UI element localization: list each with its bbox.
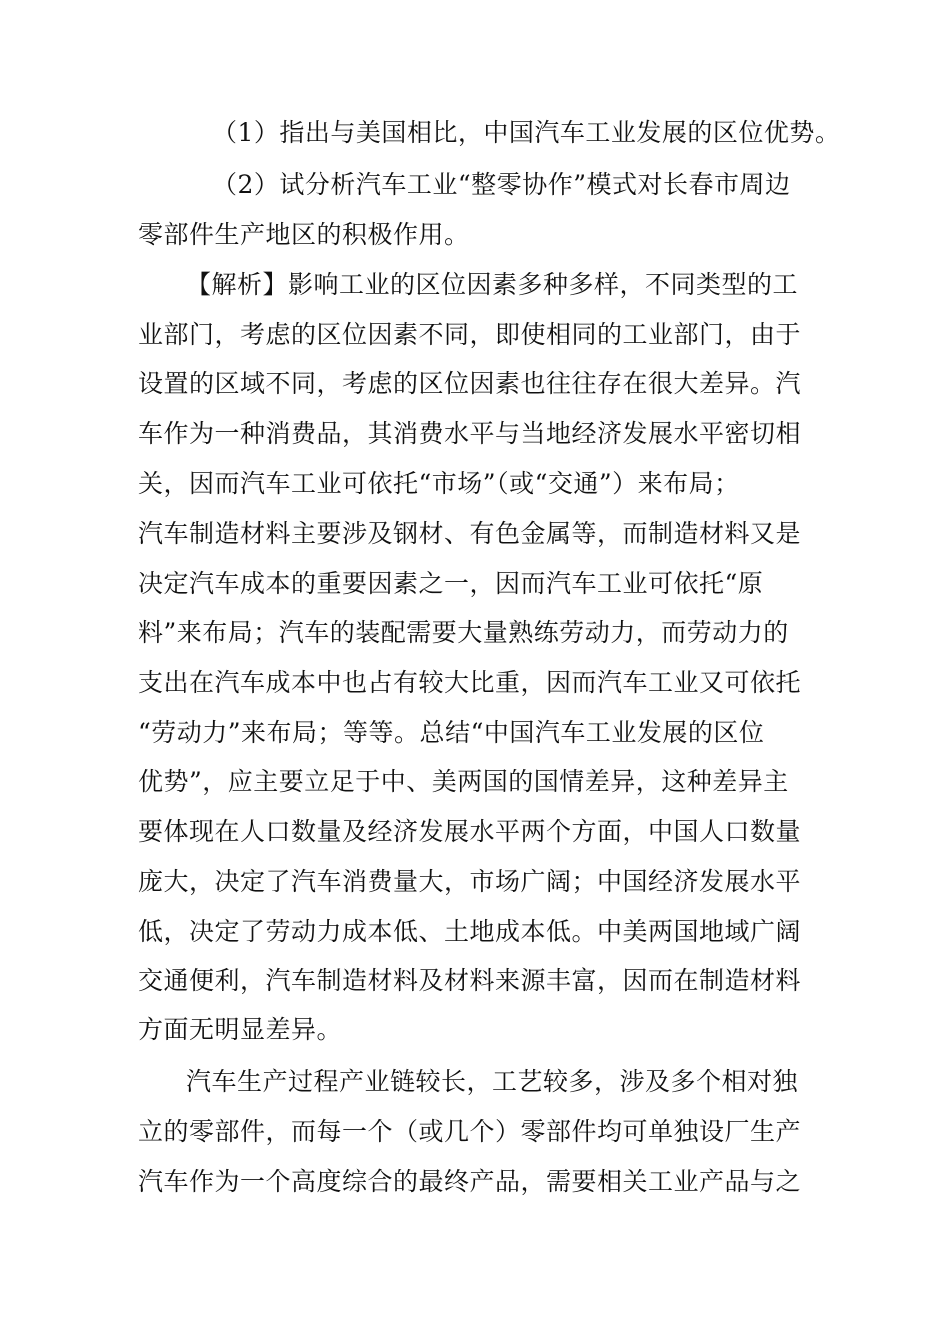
text-line: 料”来布局；汽车的装配需要大量熟练劳动力，而劳动力的 xyxy=(138,618,789,647)
text-line: 关，因而汽车工业可依托“市场”（或“交通”）来布局； xyxy=(138,469,740,498)
text-line: “劳动力”来布局；等等。总结“中国汽车工业发展的区位 xyxy=(138,718,765,747)
text-line: 汽车制造材料主要涉及钢材、有色金属等，而制造材料又是 xyxy=(138,519,802,548)
text-line: 交通便利，汽车制造材料及材料来源丰富，因而在制造材料 xyxy=(138,966,802,995)
text-line: 庞大，决定了汽车消费量大，市场广阔；中国经济发展水平 xyxy=(138,867,802,896)
text-line: 优势”，应主要立足于中、美两国的国情差异，这种差异主 xyxy=(138,767,789,796)
text-line: 支出在汽车成本中也占有较大比重，因而汽车工业又可依托 xyxy=(138,668,802,697)
text-line: 业部门，考虑的区位因素不同，即使相同的工业部门，由于 xyxy=(138,320,802,349)
text-line: 立的零部件，而每一个（或几个）零部件均可单独设厂生产 xyxy=(138,1117,802,1146)
text-line: 设置的区域不同，考虑的区位因素也往往存在很大差异。汽 xyxy=(138,369,802,398)
text-line: 低，决定了劳动力成本低、土地成本低。中美两国地域广阔 xyxy=(138,917,802,946)
text-line: （2）试分析汽车工业“整零协作”模式对长春市周边 xyxy=(212,170,791,199)
text-line: 决定汽车成本的重要因素之一，因而汽车工业可依托“原 xyxy=(138,569,764,598)
text-line: 汽车作为一个高度综合的最终产品，需要相关工业产品与之 xyxy=(138,1167,802,1196)
text-line: （1）指出与美国相比，中国汽车工业发展的区位优势。 xyxy=(212,118,841,147)
text-line: 车作为一种消费品，其消费水平与当地经济发展水平密切相 xyxy=(138,419,802,448)
text-line: 方面无明显差异。 xyxy=(138,1015,343,1044)
text-line: 零部件生产地区的积极作用。 xyxy=(138,220,470,249)
text-line: 要体现在人口数量及经济发展水平两个方面，中国人口数量 xyxy=(138,817,802,846)
text-line: 【解析】影响工业的区位因素多种多样，不同类型的工 xyxy=(186,270,799,299)
text-line: 汽车生产过程产业链较长，工艺较多，涉及多个相对独 xyxy=(186,1067,799,1096)
